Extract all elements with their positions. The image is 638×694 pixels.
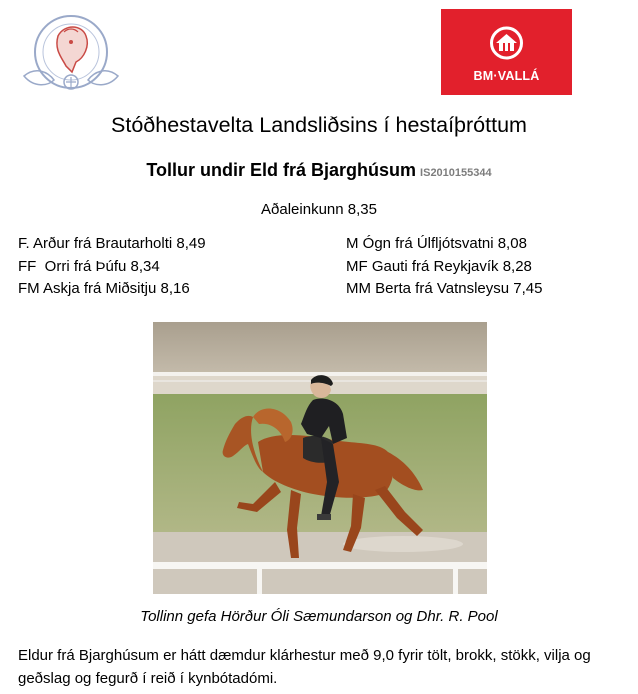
association-logo (14, 6, 128, 100)
horse-heading (0, 160, 638, 181)
bm-valla-wordmark: BM·VALLÁ (473, 69, 540, 83)
page-title: Stóðhestavelta Landsliðsins í hestaíþróttum (111, 113, 527, 137)
horse-emblem-icon (14, 6, 128, 100)
pedigree-father: F. Arður frá Brautarholti 8,49 (18, 235, 206, 252)
pedigree-fathers-mother: FM Askja frá Miðsitju 8,16 (18, 280, 190, 297)
horse-id: IS2010155344 (420, 167, 492, 179)
bm-valla-logo (441, 9, 572, 95)
photo-caption: Tollinn gefa Hörður Óli Sæmundarson og Dhr. R. Pool (140, 608, 498, 625)
horse-photo (153, 322, 487, 594)
rider-on-horse-image (153, 322, 487, 594)
pedigree-mothers-mother: MM Berta frá Vatnsleysu 7,45 (346, 280, 543, 297)
horse-name: Tollur undir Eld frá Bjarghúsum (146, 160, 417, 180)
pedigree-mother: M Ógn frá Úlfljótsvatni 8,08 (346, 235, 527, 252)
description-paragraph: Eldur frá Bjarghúsum er hátt dæmdur klárhestur með 9,0 fyrir tölt, brokk, stökk, vilja og geðslag og fegurð í reið í kynbótadómi. (18, 647, 591, 687)
pedigree-dam-side (346, 233, 542, 301)
pedigree-mothers-father: MF Gauti frá Reykjavík 8,28 (346, 257, 532, 275)
pedigree-sire-side (18, 233, 206, 301)
pedigree-fathers-father: FF Orri frá Þúfu 8,34 (18, 257, 160, 275)
total-score: Aðaleinkunn 8,35 (261, 201, 377, 218)
